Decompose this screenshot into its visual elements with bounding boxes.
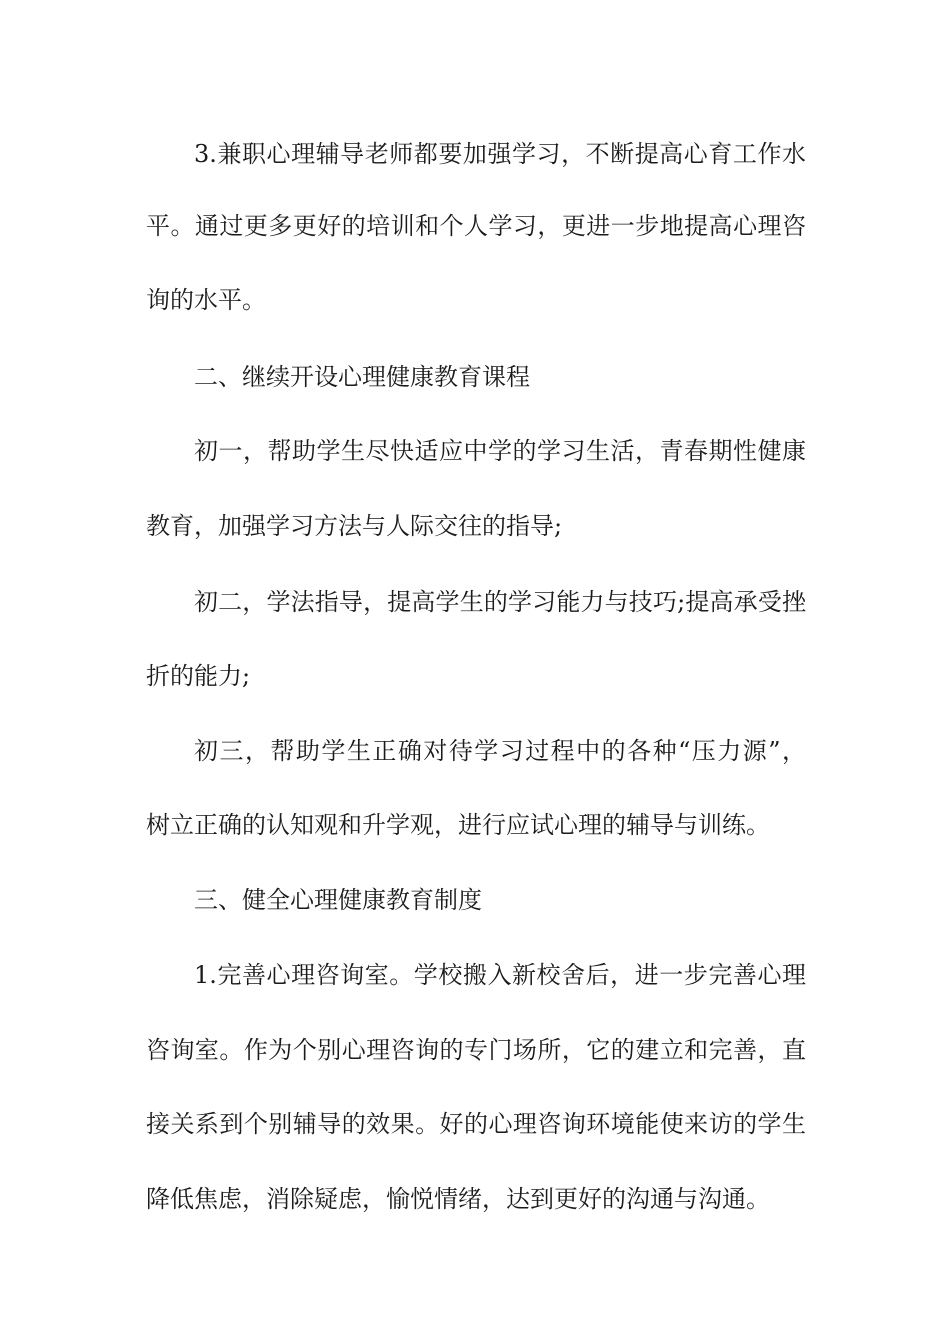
paragraph-line: 咨询室。作为个别心理咨询的专门场所，它的建立和完善，直 xyxy=(146,1036,806,1064)
paragraph-line: 降低焦虑，消除疑虑，愉悦情绪，达到更好的沟通与沟通。 xyxy=(146,1185,770,1213)
section-heading: 二、继续开设心理健康教育课程 xyxy=(194,363,530,391)
paragraph-line: 询的水平。 xyxy=(146,286,266,314)
paragraph-line: 树立正确的认知观和升学观，进行应试心理的辅导与训练。 xyxy=(146,811,770,839)
paragraph-line: 1.完善心理咨询室。学校搬入新校舍后，进一步完善心理 xyxy=(194,961,806,989)
paragraph-line: 初三，帮助学生正确对待学习过程中的各种“压力源”， xyxy=(194,737,806,765)
section-heading: 三、健全心理健康教育制度 xyxy=(194,886,482,914)
paragraph-line: 3.兼职心理辅导老师都要加强学习，不断提高心育工作水 xyxy=(194,140,806,168)
paragraph-line: 初一，帮助学生尽快适应中学的学习生活，青春期性健康 xyxy=(194,437,806,465)
paragraph-line: 初二，学法指导，提高学生的学习能力与技巧;提高承受挫 xyxy=(194,588,806,616)
paragraph-line: 平。通过更多更好的培训和个人学习，更进一步地提高心理咨 xyxy=(146,212,806,240)
paragraph-line: 接关系到个别辅导的效果。好的心理咨询环境能使来访的学生 xyxy=(146,1110,806,1138)
paragraph-line: 教育，加强学习方法与人际交往的指导; xyxy=(146,512,563,540)
paragraph-line: 折的能力; xyxy=(146,662,251,690)
